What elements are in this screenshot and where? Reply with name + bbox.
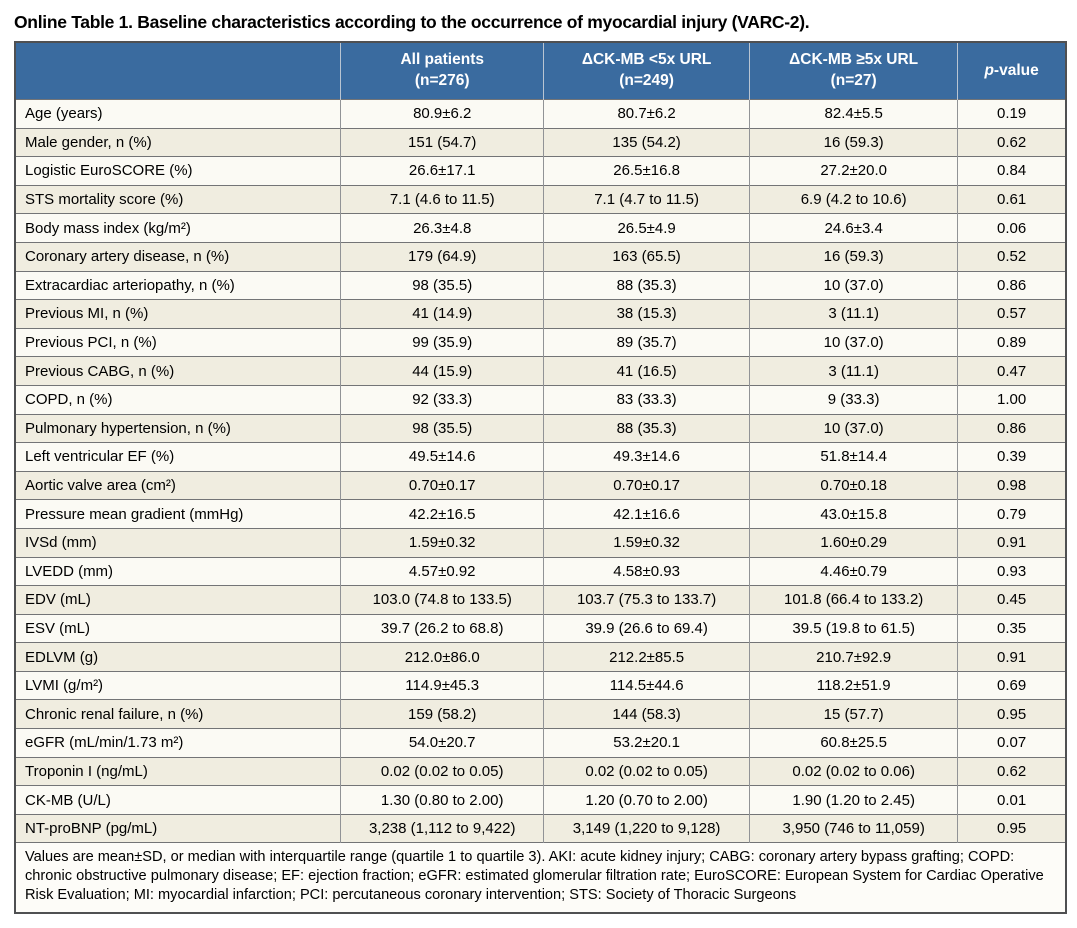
cell-ckmb-below-5x: 80.7±6.2 (544, 100, 750, 129)
table-row (15, 643, 1066, 672)
cell-ckmb-below-5x: 135 (54.2) (544, 128, 750, 157)
cell-all-patients: 42.2±16.5 (341, 500, 544, 529)
baseline-characteristics-table (14, 41, 1067, 914)
cell-ckmb-below-5x: 0.02 (0.02 to 0.05) (544, 757, 750, 786)
row-label: Body mass index (kg/m²) (15, 214, 341, 243)
table-row (15, 300, 1066, 329)
table-row (15, 185, 1066, 214)
cell-p-value: 0.61 (958, 185, 1066, 214)
table-row (15, 157, 1066, 186)
table-row (15, 100, 1066, 129)
table-row (15, 586, 1066, 615)
cell-p-value: 0.93 (958, 557, 1066, 586)
cell-ckmb-below-5x: 88 (35.3) (544, 271, 750, 300)
cell-p-value: 0.95 (958, 814, 1066, 843)
row-label: LVMI (g/m²) (15, 671, 341, 700)
table-row (15, 500, 1066, 529)
row-label: eGFR (mL/min/1.73 m²) (15, 729, 341, 758)
row-label: Logistic EuroSCORE (%) (15, 157, 341, 186)
cell-p-value: 0.91 (958, 528, 1066, 557)
row-label: Previous MI, n (%) (15, 300, 341, 329)
cell-ckmb-below-5x: 38 (15.3) (544, 300, 750, 329)
row-label: Coronary artery disease, n (%) (15, 242, 341, 271)
header-ckmb-above-5x-line2: (n=27) (830, 72, 877, 89)
cell-all-patients: 80.9±6.2 (341, 100, 544, 129)
cell-p-value: 0.89 (958, 328, 1066, 357)
cell-ckmb-above-5x: 51.8±14.4 (750, 443, 958, 472)
row-label: Pulmonary hypertension, n (%) (15, 414, 341, 443)
cell-ckmb-above-5x: 9 (33.3) (750, 385, 958, 414)
cell-ckmb-above-5x: 16 (59.3) (750, 128, 958, 157)
table-row (15, 557, 1066, 586)
cell-p-value: 0.95 (958, 700, 1066, 729)
cell-p-value: 0.01 (958, 786, 1066, 815)
row-label: NT-proBNP (pg/mL) (15, 814, 341, 843)
cell-ckmb-below-5x: 0.70±0.17 (544, 471, 750, 500)
cell-p-value: 0.06 (958, 214, 1066, 243)
table-row (15, 357, 1066, 386)
cell-all-patients: 1.30 (0.80 to 2.00) (341, 786, 544, 815)
table-row (15, 471, 1066, 500)
cell-ckmb-below-5x: 212.2±85.5 (544, 643, 750, 672)
cell-ckmb-below-5x: 26.5±16.8 (544, 157, 750, 186)
table-row (15, 128, 1066, 157)
row-label: Left ventricular EF (%) (15, 443, 341, 472)
cell-all-patients: 99 (35.9) (341, 328, 544, 357)
cell-all-patients: 1.59±0.32 (341, 528, 544, 557)
row-label: Chronic renal failure, n (%) (15, 700, 341, 729)
cell-ckmb-below-5x: 144 (58.3) (544, 700, 750, 729)
row-label: IVSd (mm) (15, 528, 341, 557)
cell-ckmb-above-5x: 101.8 (66.4 to 133.2) (750, 586, 958, 615)
cell-p-value: 0.52 (958, 242, 1066, 271)
cell-p-value: 0.39 (958, 443, 1066, 472)
cell-ckmb-above-5x: 43.0±15.8 (750, 500, 958, 529)
cell-all-patients: 3,238 (1,112 to 9,422) (341, 814, 544, 843)
table-row (15, 671, 1066, 700)
row-label: COPD, n (%) (15, 385, 341, 414)
row-label: Aortic valve area (cm²) (15, 471, 341, 500)
cell-ckmb-below-5x: 26.5±4.9 (544, 214, 750, 243)
row-label: EDV (mL) (15, 586, 341, 615)
footer-row (15, 843, 1066, 913)
cell-ckmb-below-5x: 103.7 (75.3 to 133.7) (544, 586, 750, 615)
cell-p-value: 0.91 (958, 643, 1066, 672)
table-row (15, 242, 1066, 271)
cell-ckmb-above-5x: 210.7±92.9 (750, 643, 958, 672)
cell-ckmb-above-5x: 118.2±51.9 (750, 671, 958, 700)
cell-ckmb-above-5x: 10 (37.0) (750, 328, 958, 357)
cell-ckmb-above-5x: 4.46±0.79 (750, 557, 958, 586)
cell-ckmb-below-5x: 114.5±44.6 (544, 671, 750, 700)
cell-p-value: 0.45 (958, 586, 1066, 615)
cell-ckmb-below-5x: 1.59±0.32 (544, 528, 750, 557)
cell-ckmb-below-5x: 163 (65.5) (544, 242, 750, 271)
cell-all-patients: 212.0±86.0 (341, 643, 544, 672)
cell-all-patients: 159 (58.2) (341, 700, 544, 729)
cell-ckmb-above-5x: 39.5 (19.8 to 61.5) (750, 614, 958, 643)
cell-ckmb-above-5x: 15 (57.7) (750, 700, 958, 729)
table-footer (15, 843, 1066, 913)
cell-ckmb-above-5x: 16 (59.3) (750, 242, 958, 271)
row-label: Previous CABG, n (%) (15, 357, 341, 386)
row-label: LVEDD (mm) (15, 557, 341, 586)
row-label: Age (years) (15, 100, 341, 129)
table-header (15, 42, 1066, 100)
table-row (15, 814, 1066, 843)
cell-ckmb-below-5x: 88 (35.3) (544, 414, 750, 443)
header-empty-cell (15, 42, 341, 100)
table-row (15, 328, 1066, 357)
cell-p-value: 0.62 (958, 757, 1066, 786)
cell-ckmb-above-5x: 60.8±25.5 (750, 729, 958, 758)
header-ckmb-below-5x-line1: ΔCK-MB <5x URL (581, 51, 712, 69)
cell-ckmb-above-5x: 82.4±5.5 (750, 100, 958, 129)
cell-all-patients: 26.3±4.8 (341, 214, 544, 243)
cell-ckmb-below-5x: 42.1±16.6 (544, 500, 750, 529)
table-row (15, 786, 1066, 815)
cell-p-value: 0.79 (958, 500, 1066, 529)
cell-p-value: 0.35 (958, 614, 1066, 643)
cell-all-patients: 0.70±0.17 (341, 471, 544, 500)
cell-all-patients: 44 (15.9) (341, 357, 544, 386)
cell-p-value: 0.69 (958, 671, 1066, 700)
cell-ckmb-above-5x: 3 (11.1) (750, 357, 958, 386)
cell-ckmb-above-5x: 0.70±0.18 (750, 471, 958, 500)
cell-all-patients: 26.6±17.1 (341, 157, 544, 186)
cell-all-patients: 0.02 (0.02 to 0.05) (341, 757, 544, 786)
row-label: EDLVM (g) (15, 643, 341, 672)
table-row (15, 614, 1066, 643)
cell-all-patients: 98 (35.5) (341, 271, 544, 300)
cell-all-patients: 7.1 (4.6 to 11.5) (341, 185, 544, 214)
row-label: Extracardiac arteriopathy, n (%) (15, 271, 341, 300)
cell-all-patients: 49.5±14.6 (341, 443, 544, 472)
cell-all-patients: 4.57±0.92 (341, 557, 544, 586)
cell-p-value: 0.47 (958, 357, 1066, 386)
header-ckmb-above-5x-line1: ΔCK-MB ≥5x URL (789, 51, 919, 69)
row-label: ESV (mL) (15, 614, 341, 643)
cell-ckmb-above-5x: 10 (37.0) (750, 271, 958, 300)
header-ckmb-below-5x-line2: (n=249) (619, 72, 674, 89)
table-row (15, 729, 1066, 758)
cell-p-value: 0.19 (958, 100, 1066, 129)
table-row (15, 414, 1066, 443)
cell-p-value: 0.98 (958, 471, 1066, 500)
cell-all-patients: 103.0 (74.8 to 133.5) (341, 586, 544, 615)
cell-p-value: 0.57 (958, 300, 1066, 329)
cell-p-value: 0.86 (958, 271, 1066, 300)
cell-p-value: 0.86 (958, 414, 1066, 443)
cell-ckmb-below-5x: 3,149 (1,220 to 9,128) (544, 814, 750, 843)
row-label: Male gender, n (%) (15, 128, 341, 157)
table-row (15, 700, 1066, 729)
cell-ckmb-above-5x: 27.2±20.0 (750, 157, 958, 186)
cell-ckmb-below-5x: 41 (16.5) (544, 357, 750, 386)
header-p-value-rest: -value (993, 62, 1039, 79)
header-row (15, 42, 1066, 100)
header-p-value-p: p (984, 62, 994, 79)
cell-ckmb-above-5x: 6.9 (4.2 to 10.6) (750, 185, 958, 214)
table-body (15, 100, 1066, 843)
cell-ckmb-below-5x: 1.20 (0.70 to 2.00) (544, 786, 750, 815)
cell-all-patients: 151 (54.7) (341, 128, 544, 157)
cell-ckmb-above-5x: 1.60±0.29 (750, 528, 958, 557)
table-row (15, 443, 1066, 472)
row-label: Troponin I (ng/mL) (15, 757, 341, 786)
table-title: Online Table 1. Baseline characteristics according to the occurrence of myocardial injury (VARC-2). (14, 12, 810, 32)
cell-ckmb-above-5x: 3 (11.1) (750, 300, 958, 329)
row-label: CK-MB (U/L) (15, 786, 341, 815)
cell-p-value: 1.00 (958, 385, 1066, 414)
cell-ckmb-above-5x: 24.6±3.4 (750, 214, 958, 243)
footer-note: Values are mean±SD, or median with interquartile range (quartile 1 to quartile 3). AKI: acute kidney injury; CABG: coronary artery bypass grafting; COPD: chronic obstructive pulmonary disease; EF: ejection fraction; eGFR: estimated glomerular filtration rate; EuroSCORE: European System for Cardiac Operative Risk Evaluation; MI: myocardial infarction; PCI: percutaneous coronary intervention; STS: Society of Thoracic Surgeons (15, 843, 1066, 913)
header-ckmb-below-5x (544, 42, 750, 100)
cell-ckmb-below-5x: 53.2±20.1 (544, 729, 750, 758)
header-all-patients-line2: (n=276) (414, 72, 470, 89)
table-row (15, 757, 1066, 786)
row-label: STS mortality score (%) (15, 185, 341, 214)
cell-ckmb-above-5x: 3,950 (746 to 11,059) (750, 814, 958, 843)
cell-ckmb-below-5x: 83 (33.3) (544, 385, 750, 414)
cell-all-patients: 98 (35.5) (341, 414, 544, 443)
cell-ckmb-above-5x: 1.90 (1.20 to 2.45) (750, 786, 958, 815)
cell-all-patients: 39.7 (26.2 to 68.8) (341, 614, 544, 643)
cell-p-value: 0.07 (958, 729, 1066, 758)
header-ckmb-above-5x (750, 42, 958, 100)
cell-ckmb-below-5x: 89 (35.7) (544, 328, 750, 357)
cell-ckmb-below-5x: 7.1 (4.7 to 11.5) (544, 185, 750, 214)
cell-ckmb-above-5x: 10 (37.0) (750, 414, 958, 443)
cell-all-patients: 92 (33.3) (341, 385, 544, 414)
cell-all-patients: 41 (14.9) (341, 300, 544, 329)
cell-all-patients: 179 (64.9) (341, 242, 544, 271)
table-row (15, 528, 1066, 557)
header-all-patients-line1: All patients (400, 51, 484, 69)
table-row (15, 214, 1066, 243)
cell-all-patients: 54.0±20.7 (341, 729, 544, 758)
cell-ckmb-below-5x: 4.58±0.93 (544, 557, 750, 586)
cell-p-value: 0.84 (958, 157, 1066, 186)
cell-ckmb-below-5x: 49.3±14.6 (544, 443, 750, 472)
cell-p-value: 0.62 (958, 128, 1066, 157)
header-all-patients (341, 42, 544, 100)
cell-ckmb-above-5x: 0.02 (0.02 to 0.06) (750, 757, 958, 786)
cell-all-patients: 114.9±45.3 (341, 671, 544, 700)
table-row (15, 271, 1066, 300)
cell-ckmb-below-5x: 39.9 (26.6 to 69.4) (544, 614, 750, 643)
row-label: Pressure mean gradient (mmHg) (15, 500, 341, 529)
table-row (15, 385, 1066, 414)
row-label: Previous PCI, n (%) (15, 328, 341, 357)
header-p-value (958, 42, 1066, 100)
